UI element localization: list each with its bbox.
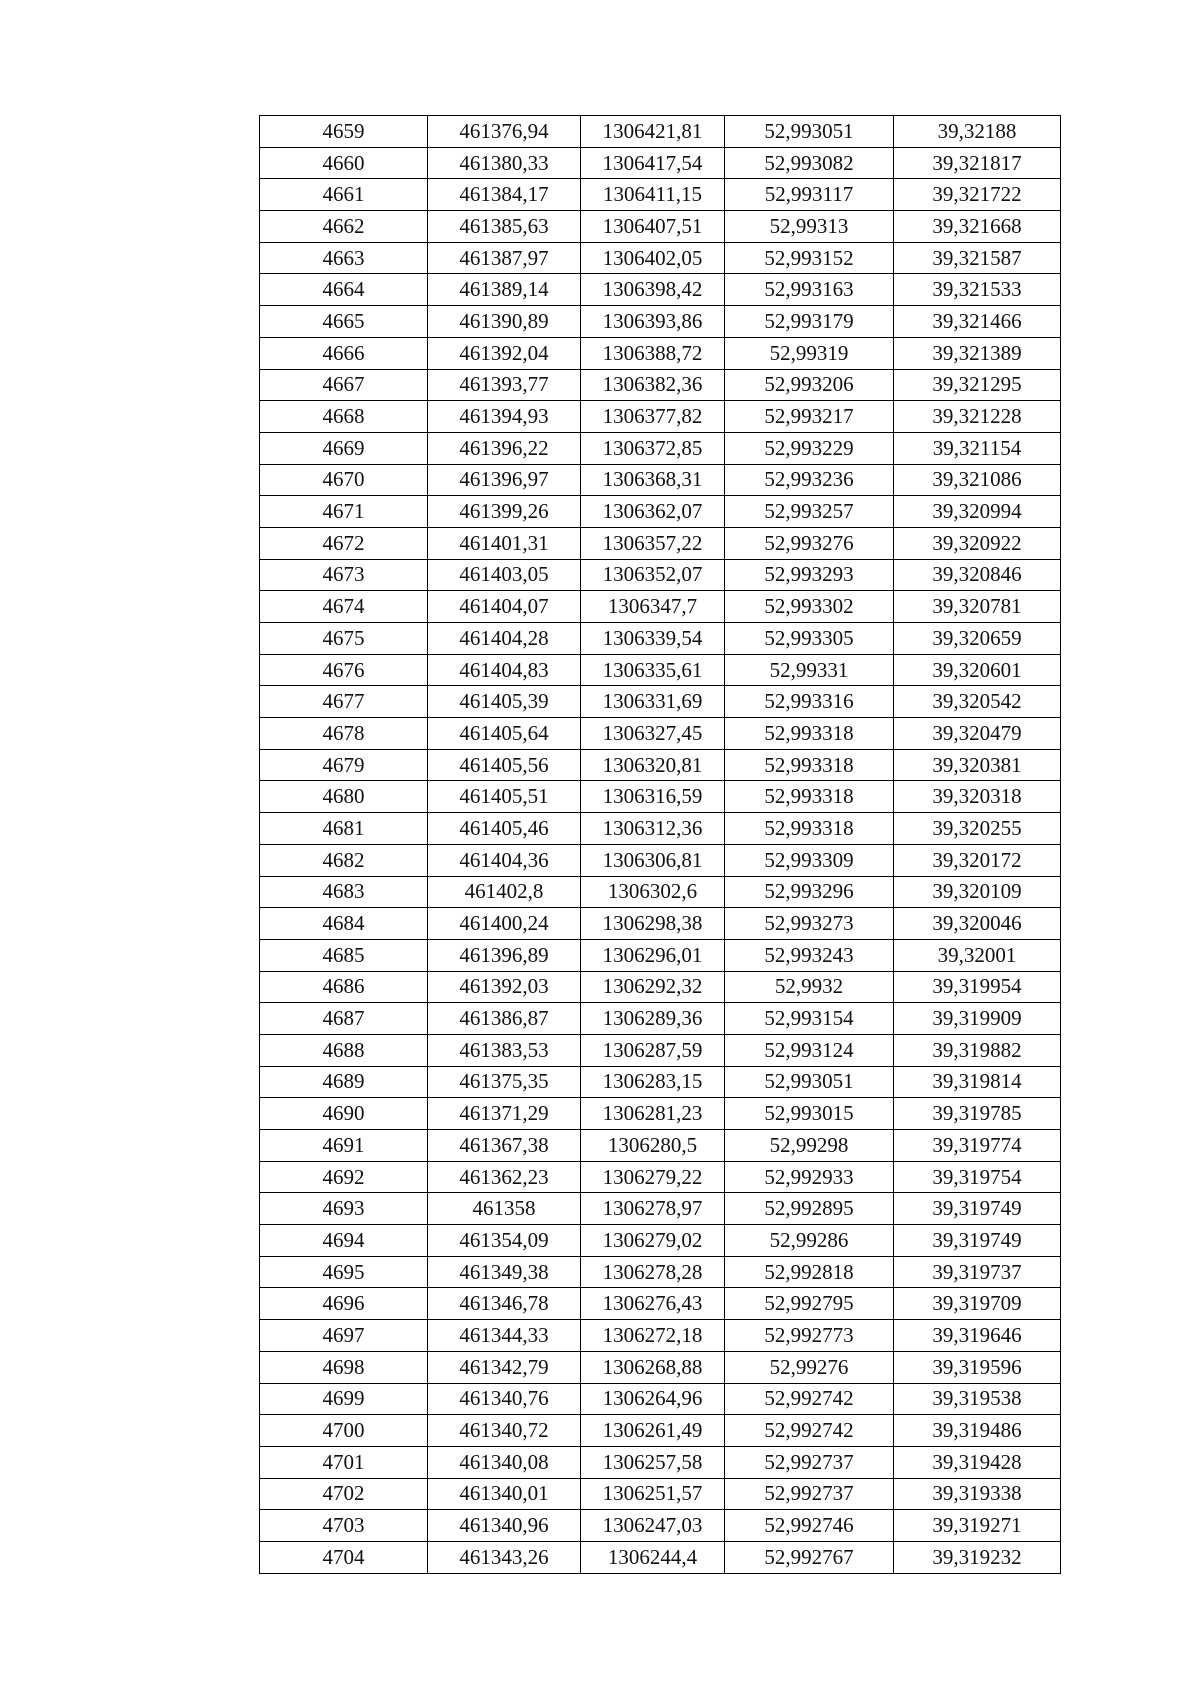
y-coordinate-cell: 1306292,32 (581, 971, 725, 1003)
table-row (260, 623, 1061, 655)
latitude-cell: 52,99313 (725, 211, 894, 243)
x-coordinate-cell: 461399,26 (428, 496, 581, 528)
latitude-cell: 52,993316 (725, 686, 894, 718)
latitude-cell: 52,993051 (725, 116, 894, 148)
point-number-cell: 4687 (260, 1003, 428, 1035)
y-coordinate-cell: 1306407,51 (581, 211, 725, 243)
latitude-cell: 52,993236 (725, 464, 894, 496)
x-coordinate-cell: 461340,01 (428, 1478, 581, 1510)
latitude-cell: 52,993117 (725, 179, 894, 211)
x-coordinate-cell: 461403,05 (428, 559, 581, 591)
point-number-cell: 4695 (260, 1256, 428, 1288)
longitude-cell: 39,320172 (894, 844, 1061, 876)
latitude-cell: 52,993015 (725, 1098, 894, 1130)
longitude-cell: 39,319882 (894, 1034, 1061, 1066)
y-coordinate-cell: 1306272,18 (581, 1320, 725, 1352)
table-row (260, 242, 1061, 274)
latitude-cell: 52,992895 (725, 1193, 894, 1225)
point-number-cell: 4693 (260, 1193, 428, 1225)
x-coordinate-cell: 461404,28 (428, 623, 581, 655)
x-coordinate-cell: 461340,08 (428, 1446, 581, 1478)
coordinates-table-body (260, 116, 1061, 1574)
y-coordinate-cell: 1306393,86 (581, 306, 725, 338)
point-number-cell: 4676 (260, 654, 428, 686)
x-coordinate-cell: 461390,89 (428, 306, 581, 338)
point-number-cell: 4670 (260, 464, 428, 496)
x-coordinate-cell: 461380,33 (428, 147, 581, 179)
x-coordinate-cell: 461393,77 (428, 369, 581, 401)
y-coordinate-cell: 1306357,22 (581, 527, 725, 559)
y-coordinate-cell: 1306377,82 (581, 401, 725, 433)
x-coordinate-cell: 461404,83 (428, 654, 581, 686)
x-coordinate-cell: 461396,89 (428, 939, 581, 971)
x-coordinate-cell: 461383,53 (428, 1034, 581, 1066)
y-coordinate-cell: 1306287,59 (581, 1034, 725, 1066)
table-row (260, 1541, 1061, 1573)
x-coordinate-cell: 461343,26 (428, 1541, 581, 1573)
longitude-cell: 39,319709 (894, 1288, 1061, 1320)
x-coordinate-cell: 461349,38 (428, 1256, 581, 1288)
point-number-cell: 4664 (260, 274, 428, 306)
longitude-cell: 39,321533 (894, 274, 1061, 306)
point-number-cell: 4683 (260, 876, 428, 908)
longitude-cell: 39,321154 (894, 432, 1061, 464)
x-coordinate-cell: 461405,46 (428, 813, 581, 845)
x-coordinate-cell: 461387,97 (428, 242, 581, 274)
point-number-cell: 4685 (260, 939, 428, 971)
longitude-cell: 39,320601 (894, 654, 1061, 686)
y-coordinate-cell: 1306296,01 (581, 939, 725, 971)
y-coordinate-cell: 1306320,81 (581, 749, 725, 781)
longitude-cell: 39,320922 (894, 527, 1061, 559)
latitude-cell: 52,993206 (725, 369, 894, 401)
x-coordinate-cell: 461401,31 (428, 527, 581, 559)
y-coordinate-cell: 1306368,31 (581, 464, 725, 496)
table-row (260, 1130, 1061, 1162)
x-coordinate-cell: 461404,36 (428, 844, 581, 876)
point-number-cell: 4703 (260, 1510, 428, 1542)
point-number-cell: 4690 (260, 1098, 428, 1130)
x-coordinate-cell: 461394,93 (428, 401, 581, 433)
longitude-cell: 39,319785 (894, 1098, 1061, 1130)
longitude-cell: 39,319428 (894, 1446, 1061, 1478)
longitude-cell: 39,321722 (894, 179, 1061, 211)
table-row (260, 1098, 1061, 1130)
point-number-cell: 4673 (260, 559, 428, 591)
table-row (260, 116, 1061, 148)
table-row (260, 274, 1061, 306)
table-row (260, 844, 1061, 876)
y-coordinate-cell: 1306283,15 (581, 1066, 725, 1098)
latitude-cell: 52,992795 (725, 1288, 894, 1320)
latitude-cell: 52,993318 (725, 718, 894, 750)
longitude-cell: 39,319486 (894, 1415, 1061, 1447)
table-row (260, 369, 1061, 401)
latitude-cell: 52,993273 (725, 908, 894, 940)
longitude-cell: 39,320994 (894, 496, 1061, 528)
table-row (260, 147, 1061, 179)
y-coordinate-cell: 1306372,85 (581, 432, 725, 464)
y-coordinate-cell: 1306339,54 (581, 623, 725, 655)
longitude-cell: 39,319232 (894, 1541, 1061, 1573)
longitude-cell: 39,321466 (894, 306, 1061, 338)
x-coordinate-cell: 461400,24 (428, 908, 581, 940)
point-number-cell: 4667 (260, 369, 428, 401)
y-coordinate-cell: 1306281,23 (581, 1098, 725, 1130)
longitude-cell: 39,319909 (894, 1003, 1061, 1035)
latitude-cell: 52,99298 (725, 1130, 894, 1162)
y-coordinate-cell: 1306279,02 (581, 1225, 725, 1257)
table-row (260, 686, 1061, 718)
table-row (260, 432, 1061, 464)
point-number-cell: 4701 (260, 1446, 428, 1478)
point-number-cell: 4704 (260, 1541, 428, 1573)
x-coordinate-cell: 461358 (428, 1193, 581, 1225)
table-row (260, 179, 1061, 211)
y-coordinate-cell: 1306278,97 (581, 1193, 725, 1225)
point-number-cell: 4669 (260, 432, 428, 464)
longitude-cell: 39,320381 (894, 749, 1061, 781)
latitude-cell: 52,993163 (725, 274, 894, 306)
y-coordinate-cell: 1306279,22 (581, 1161, 725, 1193)
latitude-cell: 52,993293 (725, 559, 894, 591)
point-number-cell: 4674 (260, 591, 428, 623)
x-coordinate-cell: 461405,51 (428, 781, 581, 813)
longitude-cell: 39,321086 (894, 464, 1061, 496)
longitude-cell: 39,321587 (894, 242, 1061, 274)
latitude-cell: 52,993302 (725, 591, 894, 623)
point-number-cell: 4698 (260, 1351, 428, 1383)
longitude-cell: 39,321228 (894, 401, 1061, 433)
x-coordinate-cell: 461404,07 (428, 591, 581, 623)
point-number-cell: 4666 (260, 337, 428, 369)
table-row (260, 464, 1061, 496)
table-row (260, 781, 1061, 813)
y-coordinate-cell: 1306335,61 (581, 654, 725, 686)
point-number-cell: 4702 (260, 1478, 428, 1510)
y-coordinate-cell: 1306398,42 (581, 274, 725, 306)
longitude-cell: 39,319814 (894, 1066, 1061, 1098)
point-number-cell: 4661 (260, 179, 428, 211)
x-coordinate-cell: 461396,97 (428, 464, 581, 496)
table-row (260, 1351, 1061, 1383)
x-coordinate-cell: 461342,79 (428, 1351, 581, 1383)
table-row (260, 654, 1061, 686)
y-coordinate-cell: 1306421,81 (581, 116, 725, 148)
x-coordinate-cell: 461384,17 (428, 179, 581, 211)
table-row (260, 1193, 1061, 1225)
latitude-cell: 52,992746 (725, 1510, 894, 1542)
point-number-cell: 4660 (260, 147, 428, 179)
y-coordinate-cell: 1306382,36 (581, 369, 725, 401)
longitude-cell: 39,319774 (894, 1130, 1061, 1162)
point-number-cell: 4694 (260, 1225, 428, 1257)
x-coordinate-cell: 461340,72 (428, 1415, 581, 1447)
table-row (260, 1225, 1061, 1257)
y-coordinate-cell: 1306316,59 (581, 781, 725, 813)
table-row (260, 211, 1061, 243)
point-number-cell: 4691 (260, 1130, 428, 1162)
coordinates-table (259, 115, 1061, 1574)
x-coordinate-cell: 461402,8 (428, 876, 581, 908)
longitude-cell: 39,319271 (894, 1510, 1061, 1542)
point-number-cell: 4662 (260, 211, 428, 243)
point-number-cell: 4686 (260, 971, 428, 1003)
latitude-cell: 52,992933 (725, 1161, 894, 1193)
y-coordinate-cell: 1306417,54 (581, 147, 725, 179)
table-row (260, 1320, 1061, 1352)
longitude-cell: 39,320046 (894, 908, 1061, 940)
y-coordinate-cell: 1306312,36 (581, 813, 725, 845)
longitude-cell: 39,319754 (894, 1161, 1061, 1193)
latitude-cell: 52,992767 (725, 1541, 894, 1573)
x-coordinate-cell: 461396,22 (428, 432, 581, 464)
longitude-cell: 39,320479 (894, 718, 1061, 750)
latitude-cell: 52,993243 (725, 939, 894, 971)
y-coordinate-cell: 1306257,58 (581, 1446, 725, 1478)
latitude-cell: 52,992737 (725, 1446, 894, 1478)
y-coordinate-cell: 1306278,28 (581, 1256, 725, 1288)
x-coordinate-cell: 461375,35 (428, 1066, 581, 1098)
y-coordinate-cell: 1306302,6 (581, 876, 725, 908)
latitude-cell: 52,993179 (725, 306, 894, 338)
x-coordinate-cell: 461385,63 (428, 211, 581, 243)
latitude-cell: 52,993305 (725, 623, 894, 655)
latitude-cell: 52,993152 (725, 242, 894, 274)
latitude-cell: 52,99331 (725, 654, 894, 686)
table-row (260, 1256, 1061, 1288)
point-number-cell: 4678 (260, 718, 428, 750)
latitude-cell: 52,993124 (725, 1034, 894, 1066)
latitude-cell: 52,992737 (725, 1478, 894, 1510)
longitude-cell: 39,321389 (894, 337, 1061, 369)
table-row (260, 1288, 1061, 1320)
latitude-cell: 52,993276 (725, 527, 894, 559)
longitude-cell: 39,319749 (894, 1193, 1061, 1225)
x-coordinate-cell: 461392,04 (428, 337, 581, 369)
table-row (260, 1383, 1061, 1415)
x-coordinate-cell: 461340,96 (428, 1510, 581, 1542)
latitude-cell: 52,993309 (725, 844, 894, 876)
longitude-cell: 39,319749 (894, 1225, 1061, 1257)
x-coordinate-cell: 461371,29 (428, 1098, 581, 1130)
y-coordinate-cell: 1306352,07 (581, 559, 725, 591)
y-coordinate-cell: 1306306,81 (581, 844, 725, 876)
table-row (260, 1510, 1061, 1542)
table-row (260, 401, 1061, 433)
point-number-cell: 4659 (260, 116, 428, 148)
y-coordinate-cell: 1306261,49 (581, 1415, 725, 1447)
y-coordinate-cell: 1306298,38 (581, 908, 725, 940)
longitude-cell: 39,319737 (894, 1256, 1061, 1288)
table-row (260, 306, 1061, 338)
x-coordinate-cell: 461367,38 (428, 1130, 581, 1162)
table-row (260, 527, 1061, 559)
latitude-cell: 52,993318 (725, 749, 894, 781)
longitude-cell: 39,320542 (894, 686, 1061, 718)
latitude-cell: 52,993318 (725, 813, 894, 845)
latitude-cell: 52,992773 (725, 1320, 894, 1352)
point-number-cell: 4677 (260, 686, 428, 718)
latitude-cell: 52,9932 (725, 971, 894, 1003)
point-number-cell: 4680 (260, 781, 428, 813)
table-row (260, 337, 1061, 369)
x-coordinate-cell: 461405,39 (428, 686, 581, 718)
x-coordinate-cell: 461344,33 (428, 1320, 581, 1352)
x-coordinate-cell: 461340,76 (428, 1383, 581, 1415)
latitude-cell: 52,993257 (725, 496, 894, 528)
point-number-cell: 4668 (260, 401, 428, 433)
table-row (260, 939, 1061, 971)
latitude-cell: 52,993217 (725, 401, 894, 433)
table-row (260, 1161, 1061, 1193)
longitude-cell: 39,320255 (894, 813, 1061, 845)
x-coordinate-cell: 461405,56 (428, 749, 581, 781)
longitude-cell: 39,320781 (894, 591, 1061, 623)
x-coordinate-cell: 461389,14 (428, 274, 581, 306)
table-row (260, 559, 1061, 591)
latitude-cell: 52,992818 (725, 1256, 894, 1288)
table-row (260, 718, 1061, 750)
longitude-cell: 39,321295 (894, 369, 1061, 401)
latitude-cell: 52,993296 (725, 876, 894, 908)
point-number-cell: 4688 (260, 1034, 428, 1066)
point-number-cell: 4699 (260, 1383, 428, 1415)
x-coordinate-cell: 461346,78 (428, 1288, 581, 1320)
y-coordinate-cell: 1306411,15 (581, 179, 725, 211)
point-number-cell: 4700 (260, 1415, 428, 1447)
table-row (260, 876, 1061, 908)
point-number-cell: 4689 (260, 1066, 428, 1098)
table-row (260, 1446, 1061, 1478)
longitude-cell: 39,319954 (894, 971, 1061, 1003)
point-number-cell: 4684 (260, 908, 428, 940)
latitude-cell: 52,993082 (725, 147, 894, 179)
point-number-cell: 4672 (260, 527, 428, 559)
longitude-cell: 39,32188 (894, 116, 1061, 148)
x-coordinate-cell: 461405,64 (428, 718, 581, 750)
x-coordinate-cell: 461386,87 (428, 1003, 581, 1035)
latitude-cell: 52,992742 (725, 1383, 894, 1415)
point-number-cell: 4675 (260, 623, 428, 655)
table-row (260, 1066, 1061, 1098)
latitude-cell: 52,99319 (725, 337, 894, 369)
longitude-cell: 39,320846 (894, 559, 1061, 591)
table-row (260, 496, 1061, 528)
longitude-cell: 39,320659 (894, 623, 1061, 655)
latitude-cell: 52,99276 (725, 1351, 894, 1383)
point-number-cell: 4682 (260, 844, 428, 876)
point-number-cell: 4665 (260, 306, 428, 338)
y-coordinate-cell: 1306402,05 (581, 242, 725, 274)
table-row (260, 1478, 1061, 1510)
table-row (260, 908, 1061, 940)
point-number-cell: 4692 (260, 1161, 428, 1193)
point-number-cell: 4679 (260, 749, 428, 781)
x-coordinate-cell: 461354,09 (428, 1225, 581, 1257)
table-row (260, 813, 1061, 845)
y-coordinate-cell: 1306268,88 (581, 1351, 725, 1383)
table-row (260, 971, 1061, 1003)
y-coordinate-cell: 1306244,4 (581, 1541, 725, 1573)
table-row (260, 1415, 1061, 1447)
x-coordinate-cell: 461376,94 (428, 116, 581, 148)
point-number-cell: 4681 (260, 813, 428, 845)
table-row (260, 1034, 1061, 1066)
latitude-cell: 52,992742 (725, 1415, 894, 1447)
point-number-cell: 4671 (260, 496, 428, 528)
x-coordinate-cell: 461362,23 (428, 1161, 581, 1193)
y-coordinate-cell: 1306388,72 (581, 337, 725, 369)
x-coordinate-cell: 461392,03 (428, 971, 581, 1003)
y-coordinate-cell: 1306247,03 (581, 1510, 725, 1542)
y-coordinate-cell: 1306276,43 (581, 1288, 725, 1320)
longitude-cell: 39,321817 (894, 147, 1061, 179)
latitude-cell: 52,993051 (725, 1066, 894, 1098)
point-number-cell: 4663 (260, 242, 428, 274)
latitude-cell: 52,993154 (725, 1003, 894, 1035)
y-coordinate-cell: 1306327,45 (581, 718, 725, 750)
table-row (260, 749, 1061, 781)
latitude-cell: 52,993318 (725, 781, 894, 813)
longitude-cell: 39,319538 (894, 1383, 1061, 1415)
y-coordinate-cell: 1306264,96 (581, 1383, 725, 1415)
longitude-cell: 39,319646 (894, 1320, 1061, 1352)
longitude-cell: 39,320109 (894, 876, 1061, 908)
table-row (260, 1003, 1061, 1035)
table-row (260, 591, 1061, 623)
y-coordinate-cell: 1306280,5 (581, 1130, 725, 1162)
y-coordinate-cell: 1306347,7 (581, 591, 725, 623)
longitude-cell: 39,32001 (894, 939, 1061, 971)
y-coordinate-cell: 1306331,69 (581, 686, 725, 718)
y-coordinate-cell: 1306251,57 (581, 1478, 725, 1510)
y-coordinate-cell: 1306289,36 (581, 1003, 725, 1035)
y-coordinate-cell: 1306362,07 (581, 496, 725, 528)
longitude-cell: 39,321668 (894, 211, 1061, 243)
latitude-cell: 52,99286 (725, 1225, 894, 1257)
point-number-cell: 4697 (260, 1320, 428, 1352)
longitude-cell: 39,320318 (894, 781, 1061, 813)
longitude-cell: 39,319338 (894, 1478, 1061, 1510)
longitude-cell: 39,319596 (894, 1351, 1061, 1383)
point-number-cell: 4696 (260, 1288, 428, 1320)
latitude-cell: 52,993229 (725, 432, 894, 464)
